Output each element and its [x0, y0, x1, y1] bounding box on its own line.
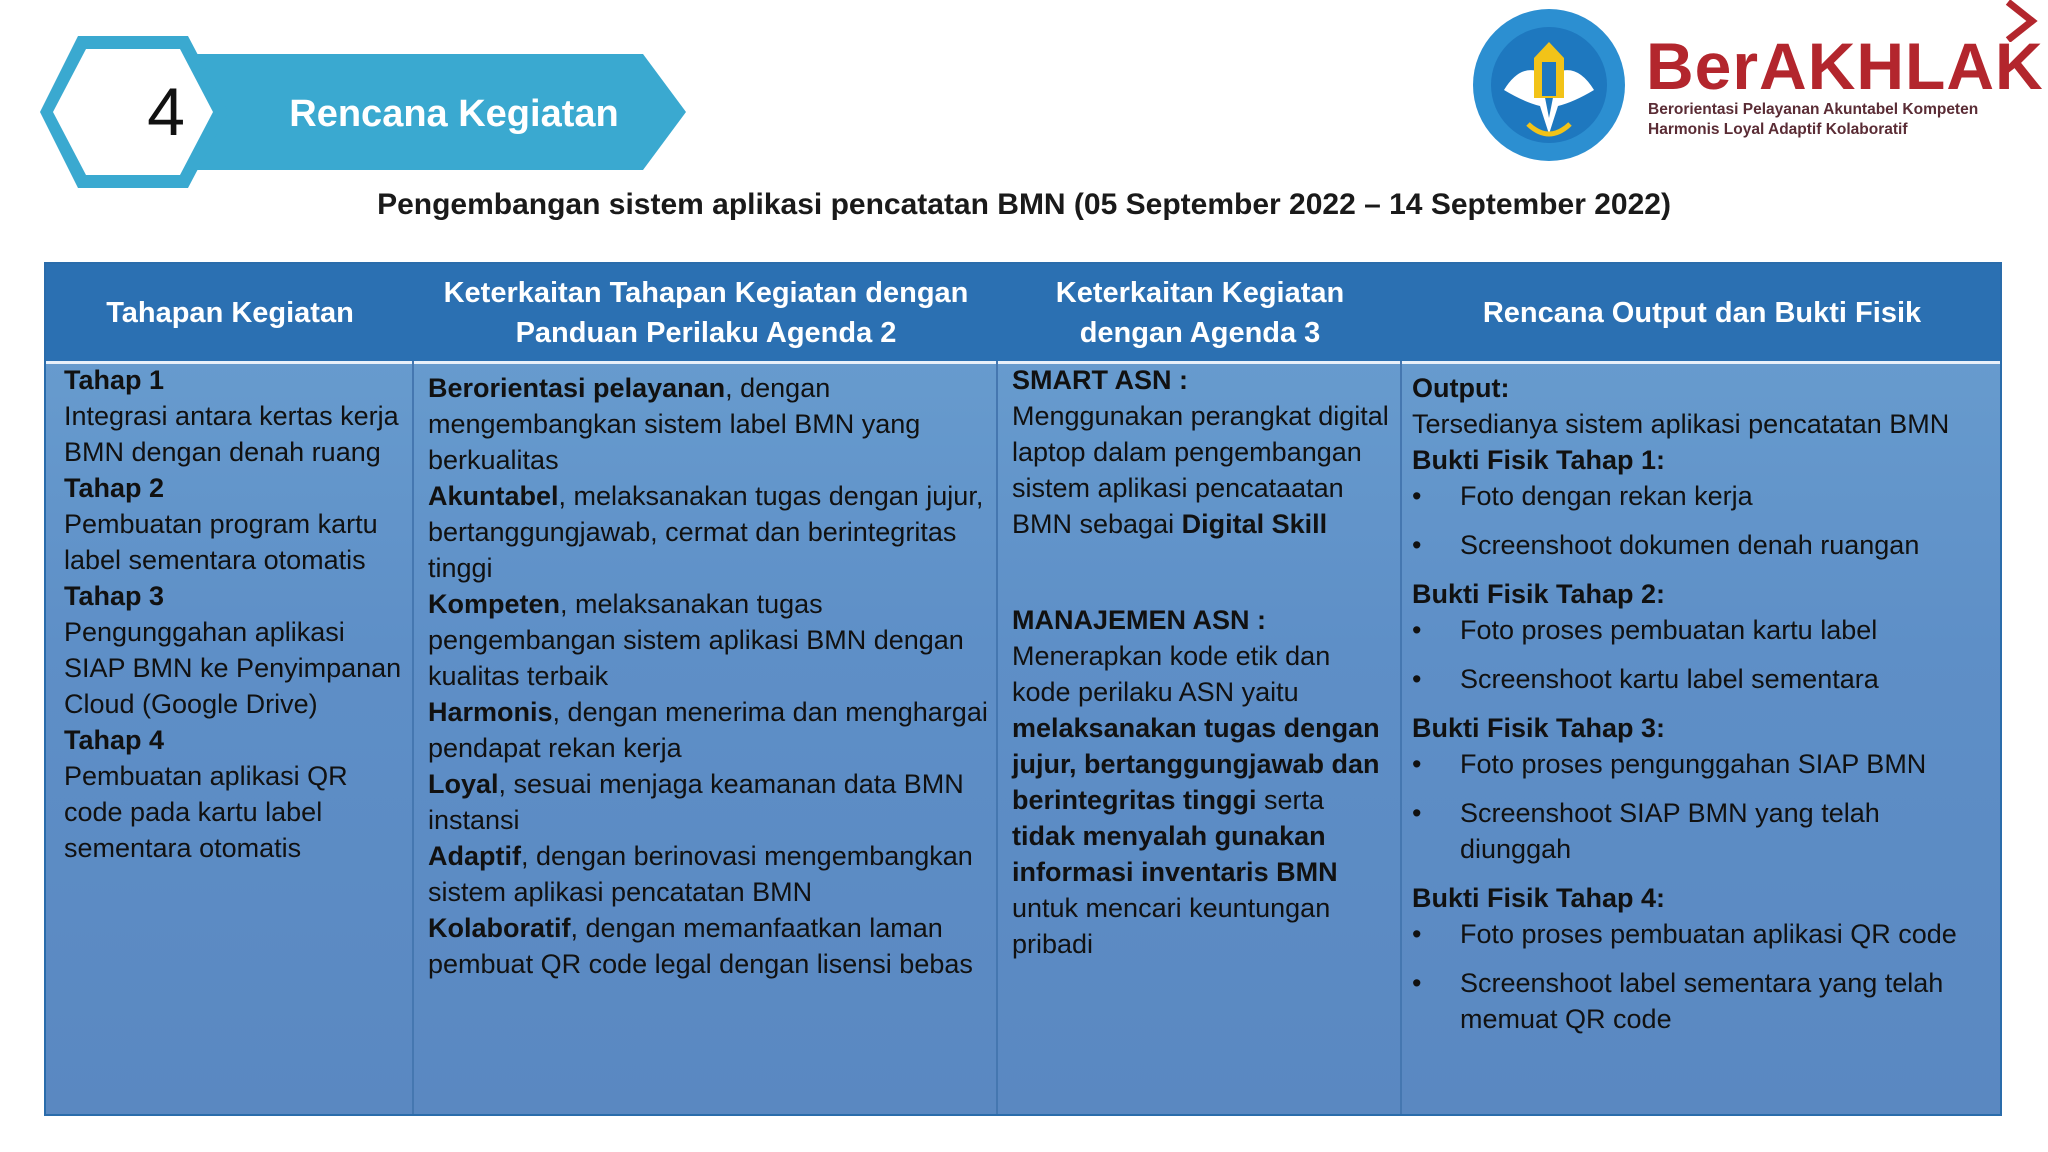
- value-kompeten: [428, 586, 988, 694]
- list-item-text: Foto proses pembuatan aplikasi QR code: [1460, 919, 1957, 949]
- section-badge: [38, 32, 698, 192]
- list-item-text: Screenshoot dokumen denah ruangan: [1460, 530, 1920, 560]
- tagline-line1: Berorientasi Pelayanan Akuntabel Kompeten: [1648, 101, 1979, 118]
- plan-table: [44, 262, 2002, 1116]
- tahap-3-title: Tahap 3: [64, 581, 165, 611]
- column-divider: [412, 361, 414, 1114]
- list-item-text: Foto dengan rekan kerja: [1460, 481, 1753, 511]
- bukti-tahap-3-title: Bukti Fisik Tahap 3:: [1412, 713, 1666, 743]
- section-title: Rencana Kegiatan: [289, 93, 619, 135]
- value-kolaboratif: [428, 910, 988, 982]
- value-text: , dengan mengembangkan sistem label BMN yang berkualitas: [428, 373, 921, 475]
- list-item-text: Screenshoot SIAP BMN yang telah diunggah: [1460, 798, 1880, 864]
- value-akuntabel: [428, 478, 988, 586]
- column-divider: [996, 361, 998, 1114]
- bullet-icon: •: [1412, 530, 1422, 560]
- list-item: [1412, 795, 1996, 867]
- list-item: [1412, 612, 1996, 648]
- output-title: Output:: [1412, 373, 1510, 403]
- list-item: [1412, 661, 1996, 697]
- man-bold: tidak menyalah gunakan informasi inventaris BMN: [1012, 821, 1338, 887]
- value-berorientasi: [428, 370, 988, 478]
- bullet-icon: •: [1412, 798, 1422, 828]
- bullet-icon: •: [1412, 481, 1422, 511]
- agenda3-cell: [1012, 362, 1392, 962]
- agenda2-cell: [428, 370, 988, 982]
- header-agenda3: Keterkaitan Kegiatan dengan Agenda 3: [1055, 276, 1345, 349]
- bullet-icon: •: [1412, 968, 1422, 998]
- bukti-tahap-1-title: Bukti Fisik Tahap 1:: [1412, 445, 1666, 475]
- manajemen-asn-title: MANAJEMEN ASN :: [1012, 605, 1267, 635]
- tagline-line2: Harmonis Loyal Adaptif Kolaboratif: [1648, 121, 1908, 138]
- value-key: Adaptif: [428, 841, 521, 871]
- value-key: Akuntabel: [428, 481, 559, 511]
- list-item: [1412, 965, 1996, 1037]
- value-text: , dengan memanfaatkan laman pembuat QR code legal dengan lisensi bebas: [428, 913, 973, 979]
- output-text: Tersedianya sistem aplikasi pencatatan BMN: [1412, 409, 1950, 439]
- bullet-icon: •: [1412, 749, 1422, 779]
- value-text: , dengan menerima dan menghargai pendapat rekan kerja: [428, 697, 988, 763]
- bullet-icon: •: [1412, 615, 1422, 645]
- list-item: [1412, 916, 1996, 952]
- list-item: [1412, 746, 1996, 782]
- chevron-right-icon: [2000, 0, 2040, 42]
- berakhlak-wordmark: BerAKHLAK: [1646, 29, 2044, 103]
- bullet-icon: •: [1412, 919, 1422, 949]
- list-item: [1412, 527, 1996, 563]
- tahap-1-title: Tahap 1: [64, 365, 165, 395]
- man-text: serta: [1256, 785, 1325, 815]
- man-text: untuk mencari keuntungan pribadi: [1012, 893, 1331, 959]
- value-text: , dengan berinovasi mengembangkan sistem aplikasi pencatatan BMN: [428, 841, 973, 907]
- berakhlak-tagline: [1648, 100, 1978, 140]
- list-item: [1412, 478, 1996, 514]
- list-item-text: Foto proses pengunggahan SIAP BMN: [1460, 749, 1927, 779]
- activity-subtitle: Pengembangan sistem aplikasi pencatatan BMN (05 September 2022 – 14 September 2022): [377, 188, 1671, 221]
- header-output: Rencana Output dan Bukti Fisik: [1482, 296, 1922, 329]
- smart-bold: Digital Skill: [1181, 509, 1328, 539]
- bullet-icon: •: [1412, 664, 1422, 694]
- tahap-4-title: Tahap 4: [64, 725, 165, 755]
- tahap-1-text: Integrasi antara kertas kerja BMN dengan denah ruang: [64, 401, 399, 467]
- value-key: Kompeten: [428, 589, 561, 619]
- smart-asn-text: [1012, 398, 1392, 542]
- value-loyal: [428, 766, 988, 838]
- value-text: , sesuai menjaga keamanan data BMN instansi: [428, 769, 964, 835]
- value-key: Berorientasi pelayanan: [428, 373, 726, 403]
- output-cell: [1412, 370, 1996, 1050]
- tahap-3-text: Pengunggahan aplikasi SIAP BMN ke Penyimpanan Cloud (Google Drive): [64, 617, 402, 719]
- manajemen-asn-text: [1012, 638, 1392, 962]
- list-item-text: Screenshoot label sementara yang telah memuat QR code: [1460, 968, 1944, 1034]
- smart-text: Menggunakan perangkat digital laptop dalam pengembangan sistem aplikasi pencataatan BMN sebagai: [1012, 401, 1389, 539]
- column-divider: [1400, 361, 1402, 1114]
- man-text: Menerapkan kode etik dan kode perilaku ASN yaitu: [1012, 641, 1331, 707]
- value-adaptif: [428, 838, 988, 910]
- man-bold: melaksanakan tugas dengan jujur, bertanggungjawab dan berintegritas tinggi: [1012, 713, 1380, 815]
- list-item-text: Foto proses pembuatan kartu label: [1460, 615, 1878, 645]
- list-item-text: Screenshoot kartu label sementara: [1460, 664, 1879, 694]
- section-number: 4: [147, 74, 185, 150]
- header-agenda2: Keterkaitan Tahapan Kegiatan dengan Panduan Perilaku Agenda 2: [443, 276, 969, 349]
- header-tahapan: Tahapan Kegiatan: [106, 296, 354, 329]
- smart-asn-title: SMART ASN :: [1012, 365, 1188, 395]
- value-key: Loyal: [428, 769, 499, 799]
- value-text: , melaksanakan tugas dengan jujur, bertanggungjawab, cermat dan berintegritas tinggi: [428, 481, 984, 583]
- value-text: , melaksanakan tugas pengembangan sistem aplikasi BMN dengan kualitas terbaik: [428, 589, 964, 691]
- tahap-4-text: Pembuatan aplikasi QR code pada kartu label sementara otomatis: [64, 761, 348, 863]
- bukti-tahap-2-title: Bukti Fisik Tahap 2:: [1412, 579, 1666, 609]
- tahapan-cell: [64, 362, 404, 866]
- tut-wuri-handayani-emblem: [1470, 6, 1628, 164]
- tahap-2-title: Tahap 2: [64, 473, 165, 503]
- tahap-2-text: Pembuatan program kartu label sementara otomatis: [64, 509, 378, 575]
- value-key: Harmonis: [428, 697, 553, 727]
- table-header: [46, 264, 2000, 364]
- bukti-tahap-4-title: Bukti Fisik Tahap 4:: [1412, 883, 1666, 913]
- value-key: Kolaboratif: [428, 913, 571, 943]
- value-harmonis: [428, 694, 988, 766]
